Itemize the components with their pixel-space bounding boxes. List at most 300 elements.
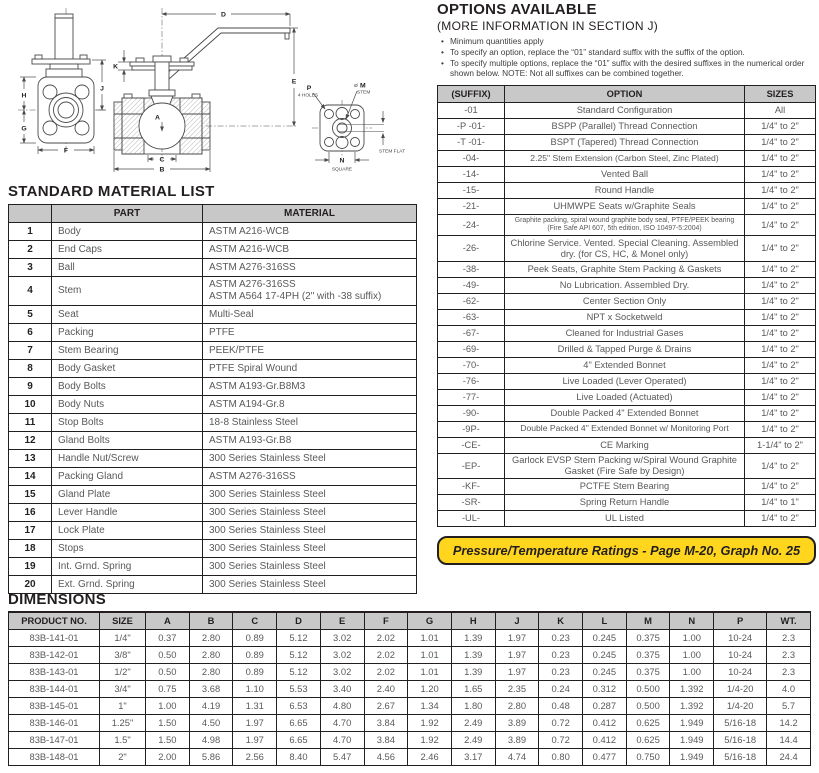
material-row-num: 5 bbox=[9, 306, 52, 324]
options-row-option: 4" Extended Bonnet bbox=[505, 357, 745, 373]
dimensions-value: 14.2 bbox=[767, 715, 811, 732]
dimensions-value: 10-24 bbox=[714, 647, 767, 664]
pressure-temp-ratings-banner: Pressure/Temperature Ratings - Page M-20, Graph No. 25 bbox=[437, 536, 816, 565]
options-table bbox=[437, 85, 816, 527]
material-row-material: PTFE bbox=[203, 324, 417, 342]
options-row-suffix: -P -01- bbox=[438, 119, 505, 135]
dimensions-value: 3.02 bbox=[320, 630, 364, 647]
dimensions-value: 1.949 bbox=[670, 749, 714, 766]
options-row-sizes: 1/4" to 2" bbox=[745, 357, 816, 373]
dimensions-value: 1.01 bbox=[408, 664, 452, 681]
material-row bbox=[9, 324, 417, 342]
material-row bbox=[9, 522, 417, 540]
options-row-suffix: -67- bbox=[438, 325, 505, 341]
options-row-sizes: 1/4" to 2" bbox=[745, 199, 816, 215]
options-row-sizes: 1/4" to 2" bbox=[745, 261, 816, 277]
material-row-material: 18-8 Stainless Steel bbox=[203, 414, 417, 432]
dimensions-value: 5/16-18 bbox=[714, 715, 767, 732]
dim-label-h: H bbox=[21, 92, 27, 100]
options-row bbox=[438, 389, 816, 405]
dim-label-f: F bbox=[63, 147, 69, 155]
options-row bbox=[438, 357, 816, 373]
dimensions-value: 2.80 bbox=[189, 647, 233, 664]
material-row-part: Body Bolts bbox=[52, 378, 203, 396]
material-row bbox=[9, 223, 417, 241]
dimensions-value: 4.19 bbox=[189, 698, 233, 715]
dimensions-value: 2.49 bbox=[451, 732, 495, 749]
dimensions-value: 0.245 bbox=[583, 664, 627, 681]
options-row-option: BSPP (Parallel) Thread Connection bbox=[505, 119, 745, 135]
dimensions-value: 1.39 bbox=[451, 664, 495, 681]
material-row-num: 2 bbox=[9, 241, 52, 259]
dimensions-value: 1/4-20 bbox=[714, 681, 767, 698]
dimensions-value: 0.50 bbox=[146, 647, 190, 664]
dimensions-value: 0.89 bbox=[233, 664, 277, 681]
dimensions-product-no: 83B-147-01 bbox=[9, 732, 100, 749]
dimensions-value: 5.86 bbox=[189, 749, 233, 766]
material-header-material: MATERIAL bbox=[203, 205, 417, 223]
material-row-num: 4 bbox=[9, 277, 52, 306]
dimensions-value: 2.3 bbox=[767, 647, 811, 664]
dimensions-value: 2.46 bbox=[408, 749, 452, 766]
dimensions-value: 0.412 bbox=[583, 715, 627, 732]
options-row bbox=[438, 119, 816, 135]
dimensions-value: 1.392 bbox=[670, 681, 714, 698]
material-row-num: 19 bbox=[9, 558, 52, 576]
dimensions-value: 2.35 bbox=[495, 681, 539, 698]
dimensions-value: 0.72 bbox=[539, 715, 583, 732]
options-row-sizes: All bbox=[745, 103, 816, 119]
material-row-num: 10 bbox=[9, 396, 52, 414]
dimensions-row bbox=[9, 715, 811, 732]
options-row-option: CE Marking bbox=[505, 437, 745, 453]
dimensions-value: 1.39 bbox=[451, 647, 495, 664]
options-row-suffix: -63- bbox=[438, 309, 505, 325]
options-row-suffix: -62- bbox=[438, 293, 505, 309]
dimensions-product-no: 83B-141-01 bbox=[9, 630, 100, 647]
options-row-suffix: -38- bbox=[438, 261, 505, 277]
material-row bbox=[9, 277, 417, 306]
dimensions-value: 10-24 bbox=[714, 630, 767, 647]
options-row-sizes: 1/4" to 2" bbox=[745, 277, 816, 293]
options-row-option: PCTFE Stem Bearing bbox=[505, 479, 745, 495]
material-row-num: 16 bbox=[9, 504, 52, 522]
dimensions-header-d: D bbox=[277, 612, 321, 630]
options-row-suffix: -69- bbox=[438, 341, 505, 357]
dimensions-header-g: G bbox=[408, 612, 452, 630]
dimensions-value: 2.3 bbox=[767, 630, 811, 647]
dimensions-value: 3.84 bbox=[364, 732, 408, 749]
options-row-option: No Lubrication. Assembled Dry. bbox=[505, 277, 745, 293]
options-row-sizes: 1/4" to 2" bbox=[745, 511, 816, 527]
dimensions-value: 1" bbox=[100, 698, 146, 715]
options-row-sizes: 1/4" to 2" bbox=[745, 236, 816, 261]
options-bullet: • Minimum quantities apply bbox=[439, 36, 816, 47]
options-row-option: Graphite packing, spiral wound graphite body seal, PTFE/PEEK bearing (Fire Safe API 607, 5th edition, ISO 10497-5:2004) bbox=[505, 215, 745, 236]
options-row bbox=[438, 479, 816, 495]
options-row bbox=[438, 373, 816, 389]
dim-label-j: J bbox=[100, 85, 104, 93]
material-row bbox=[9, 378, 417, 396]
options-row bbox=[438, 215, 816, 236]
dimensions-header-l: L bbox=[583, 612, 627, 630]
options-row bbox=[438, 511, 816, 527]
options-row bbox=[438, 405, 816, 421]
options-row bbox=[438, 261, 816, 277]
material-row-num: 3 bbox=[9, 259, 52, 277]
options-row-sizes: 1/4" to 2" bbox=[745, 119, 816, 135]
options-header-option: OPTION bbox=[505, 86, 745, 103]
dimensions-product-no: 83B-148-01 bbox=[9, 749, 100, 766]
material-row-num: 12 bbox=[9, 432, 52, 450]
options-row-sizes: 1/4" to 2" bbox=[745, 373, 816, 389]
options-row-suffix: -14- bbox=[438, 167, 505, 183]
material-row bbox=[9, 259, 417, 277]
stem-flange-view bbox=[312, 100, 384, 158]
dimensions-value: 3.02 bbox=[320, 647, 364, 664]
dimensions-value: 0.80 bbox=[539, 749, 583, 766]
dimensions-value: 0.375 bbox=[626, 664, 670, 681]
material-row-material: PTFE Spiral Wound bbox=[203, 360, 417, 378]
material-row-num: 15 bbox=[9, 486, 52, 504]
material-row-material: 300 Series Stainless Steel bbox=[203, 576, 417, 594]
options-row-sizes: 1/4" to 2" bbox=[745, 389, 816, 405]
material-row-material: ASTM A216-WCB bbox=[203, 223, 417, 241]
options-row-sizes: 1/4" to 1" bbox=[745, 495, 816, 511]
dimensions-value: 2.56 bbox=[233, 749, 277, 766]
options-row-sizes: 1/4" to 2" bbox=[745, 405, 816, 421]
options-row-sizes: 1/4" to 2" bbox=[745, 453, 816, 478]
material-row bbox=[9, 241, 417, 259]
options-row bbox=[438, 103, 816, 119]
dimensions-value: 1.20 bbox=[408, 681, 452, 698]
dimensions-value: 1.00 bbox=[670, 630, 714, 647]
options-row-option: Standard Configuration bbox=[505, 103, 745, 119]
dim-label-b: B bbox=[159, 166, 165, 174]
material-row-part: Ext. Grnd. Spring bbox=[52, 576, 203, 594]
options-row-suffix: -70- bbox=[438, 357, 505, 373]
material-list-title: STANDARD MATERIAL LIST bbox=[8, 183, 215, 200]
options-row-suffix: -90- bbox=[438, 405, 505, 421]
options-row-suffix: -77- bbox=[438, 389, 505, 405]
dimensions-value: 0.23 bbox=[539, 647, 583, 664]
dimensions-header-j: J bbox=[495, 612, 539, 630]
material-row bbox=[9, 450, 417, 468]
dimensions-value: 2.40 bbox=[364, 681, 408, 698]
dimensions-product-no: 83B-145-01 bbox=[9, 698, 100, 715]
options-row-sizes: 1/4" to 2" bbox=[745, 325, 816, 341]
dimensions-value: 1.97 bbox=[495, 630, 539, 647]
dimensions-value: 5.53 bbox=[277, 681, 321, 698]
material-row-num: 8 bbox=[9, 360, 52, 378]
options-row-option: Peek Seats, Graphite Stem Packing & Gaskets bbox=[505, 261, 745, 277]
options-row-option: UL Listed bbox=[505, 511, 745, 527]
material-row-num: 18 bbox=[9, 540, 52, 558]
material-row-part: Stop Bolts bbox=[52, 414, 203, 432]
material-header-part: PART bbox=[52, 205, 203, 223]
material-row-material: Multi-Seal bbox=[203, 306, 417, 324]
options-row bbox=[438, 341, 816, 357]
dimensions-row bbox=[9, 749, 811, 766]
material-row-material: ASTM A194-Gr.8 bbox=[203, 396, 417, 414]
dimensions-value: 4.0 bbox=[767, 681, 811, 698]
material-row-part: Body bbox=[52, 223, 203, 241]
material-row-part: Gland Bolts bbox=[52, 432, 203, 450]
material-row-part: Gland Plate bbox=[52, 486, 203, 504]
dim-label-d: D bbox=[221, 11, 226, 19]
material-row-material: ASTM A276-316SS bbox=[203, 468, 417, 486]
options-row-sizes: 1/4" to 2" bbox=[745, 309, 816, 325]
dimensions-value: 6.65 bbox=[277, 732, 321, 749]
standard-material-list-section bbox=[8, 183, 417, 594]
dimensions-value: 6.65 bbox=[277, 715, 321, 732]
dimensions-header-b: B bbox=[189, 612, 233, 630]
dimensions-header-h: H bbox=[451, 612, 495, 630]
dimensions-header-size: SIZE bbox=[100, 612, 146, 630]
options-row-option: Garlock EVSP Stem Packing w/Spiral Wound Graphite Gasket (Fire Safe by Design) bbox=[505, 453, 745, 478]
options-row bbox=[438, 199, 816, 215]
options-row bbox=[438, 437, 816, 453]
dimensions-row bbox=[9, 647, 811, 664]
dimensions-header-f: F bbox=[364, 612, 408, 630]
options-row-option: Spring Return Handle bbox=[505, 495, 745, 511]
options-bullet: • To specify an option, replace the “01” standard suffix with the suffix of the option. bbox=[439, 47, 816, 58]
dimensions-value: 1.97 bbox=[495, 647, 539, 664]
options-row-suffix: -CE- bbox=[438, 437, 505, 453]
dimensions-value: 4.98 bbox=[189, 732, 233, 749]
dimensions-product-no: 83B-144-01 bbox=[9, 681, 100, 698]
material-row-num: 11 bbox=[9, 414, 52, 432]
dimensions-value: 0.37 bbox=[146, 630, 190, 647]
dimensions-header-m: M bbox=[626, 612, 670, 630]
dimensions-row bbox=[9, 681, 811, 698]
options-row-suffix: -26- bbox=[438, 236, 505, 261]
dimensions-value: 10-24 bbox=[714, 664, 767, 681]
dimensions-value: 14.4 bbox=[767, 732, 811, 749]
diameter-symbol: Ø bbox=[354, 84, 358, 89]
valve-diagram bbox=[2, 2, 426, 182]
dimensions-value: 3.17 bbox=[451, 749, 495, 766]
valve-section-view bbox=[114, 8, 290, 160]
options-header-row bbox=[438, 86, 816, 103]
material-row bbox=[9, 504, 417, 522]
dimensions-value: 0.89 bbox=[233, 647, 277, 664]
material-row-material: PEEK/PTFE bbox=[203, 342, 417, 360]
dimensions-header-row bbox=[9, 612, 811, 630]
material-row bbox=[9, 486, 417, 504]
options-bullet-list bbox=[439, 36, 816, 79]
dimensions-value: 0.375 bbox=[626, 630, 670, 647]
dimensions-header-a: A bbox=[146, 612, 190, 630]
dimensions-value: 0.477 bbox=[583, 749, 627, 766]
dimensions-value: 1.25" bbox=[100, 715, 146, 732]
options-row-option: Live Loaded (Lever Operated) bbox=[505, 373, 745, 389]
options-row-sizes: 1/4" to 2" bbox=[745, 183, 816, 199]
dimensions-value: 0.24 bbox=[539, 681, 583, 698]
material-row-material: ASTM A276-316SS ASTM A564 17-4PH (2" with -38 suffix) bbox=[203, 277, 417, 306]
material-row-part: End Caps bbox=[52, 241, 203, 259]
dimensions-value: 5.12 bbox=[277, 630, 321, 647]
material-row bbox=[9, 306, 417, 324]
dimensions-value: 0.48 bbox=[539, 698, 583, 715]
valve-end-view bbox=[18, 8, 106, 152]
dimensions-value: 4.50 bbox=[189, 715, 233, 732]
material-row-material: 300 Series Stainless Steel bbox=[203, 486, 417, 504]
dimensions-value: 2.80 bbox=[495, 698, 539, 715]
dimensions-value: 3.84 bbox=[364, 715, 408, 732]
options-row-suffix: -49- bbox=[438, 277, 505, 293]
material-row-part: Packing Gland bbox=[52, 468, 203, 486]
dimensions-value: 1.97 bbox=[233, 715, 277, 732]
dimensions-value: 1/2" bbox=[100, 664, 146, 681]
dimensions-value: 1.97 bbox=[495, 664, 539, 681]
dimensions-value: 2.02 bbox=[364, 647, 408, 664]
dimensions-value: 5.47 bbox=[320, 749, 364, 766]
dimensions-title: DIMENSIONS bbox=[8, 591, 107, 608]
dim-label-a: A bbox=[155, 114, 160, 122]
dimensions-value: 0.72 bbox=[539, 732, 583, 749]
material-row-num: 20 bbox=[9, 576, 52, 594]
options-row-option: BSPT (Tapered) Thread Connection bbox=[505, 135, 745, 151]
dimensions-value: 1/4-20 bbox=[714, 698, 767, 715]
dimensions-value: 1.97 bbox=[233, 732, 277, 749]
dimensions-value: 0.89 bbox=[233, 630, 277, 647]
material-row-material: ASTM A193-Gr.B8M3 bbox=[203, 378, 417, 396]
options-row-option: Cleaned for Industrial Gases bbox=[505, 325, 745, 341]
options-row-suffix: -21- bbox=[438, 199, 505, 215]
dimensions-value: 0.750 bbox=[626, 749, 670, 766]
dimensions-value: 4.80 bbox=[320, 698, 364, 715]
material-row-material: 300 Series Stainless Steel bbox=[203, 540, 417, 558]
options-header-sizes: SIZES bbox=[745, 86, 816, 103]
options-row bbox=[438, 293, 816, 309]
options-row-option: 2.25" Stem Extension (Carbon Steel, Zinc Plated) bbox=[505, 151, 745, 167]
options-row-sizes: 1/4" to 2" bbox=[745, 167, 816, 183]
dimensions-row bbox=[9, 732, 811, 749]
dimensions-value: 0.75 bbox=[146, 681, 190, 698]
dimensions-value: 1.65 bbox=[451, 681, 495, 698]
dimensions-value: 0.625 bbox=[626, 732, 670, 749]
dimensions-value: 1.92 bbox=[408, 732, 452, 749]
dim-label-p-sub: 4 HOLES bbox=[297, 93, 319, 99]
dimensions-header-e: E bbox=[320, 612, 364, 630]
dimensions-value: 1.00 bbox=[670, 647, 714, 664]
dimensions-value: 0.245 bbox=[583, 630, 627, 647]
material-row-num: 7 bbox=[9, 342, 52, 360]
options-row-suffix: -01 bbox=[438, 103, 505, 119]
material-row-part: Handle Nut/Screw bbox=[52, 450, 203, 468]
dimensions-row bbox=[9, 630, 811, 647]
dim-label-c: C bbox=[159, 156, 165, 164]
material-row-part: Seat bbox=[52, 306, 203, 324]
options-row bbox=[438, 277, 816, 293]
dimensions-value: 24.4 bbox=[767, 749, 811, 766]
dimensions-value: 2.67 bbox=[364, 698, 408, 715]
dimensions-value: 1.01 bbox=[408, 630, 452, 647]
dimensions-value: 1.39 bbox=[451, 630, 495, 647]
dimensions-table bbox=[8, 611, 811, 766]
options-row-sizes: 1/4" to 2" bbox=[745, 479, 816, 495]
dimensions-value: 0.312 bbox=[583, 681, 627, 698]
options-row-option: Drilled & Tapped Purge & Drains bbox=[505, 341, 745, 357]
dimensions-value: 1.34 bbox=[408, 698, 452, 715]
dimensions-value: 3.89 bbox=[495, 715, 539, 732]
dimensions-value: 6.53 bbox=[277, 698, 321, 715]
dimensions-value: 1.31 bbox=[233, 698, 277, 715]
dimensions-row bbox=[9, 698, 811, 715]
dimensions-value: 2.3 bbox=[767, 664, 811, 681]
dimensions-value: 1.50 bbox=[146, 732, 190, 749]
material-row-num: 14 bbox=[9, 468, 52, 486]
dimensions-value: 5/16-18 bbox=[714, 749, 767, 766]
dimensions-value: 3/4" bbox=[100, 681, 146, 698]
dimensions-value: 4.74 bbox=[495, 749, 539, 766]
options-row bbox=[438, 151, 816, 167]
material-row-num: 6 bbox=[9, 324, 52, 342]
dimensions-value: 2.02 bbox=[364, 664, 408, 681]
dimensions-value: 5.7 bbox=[767, 698, 811, 715]
options-row-option: Double Packed 4" Extended Bonnet w/ Monitoring Port bbox=[505, 421, 745, 437]
options-row bbox=[438, 167, 816, 183]
material-list-table bbox=[8, 204, 417, 594]
dimensions-value: 2.49 bbox=[451, 715, 495, 732]
dimensions-value: 3.40 bbox=[320, 681, 364, 698]
options-row-option: Live Loaded (Actuated) bbox=[505, 389, 745, 405]
material-row-material: ASTM A276-316SS bbox=[203, 259, 417, 277]
options-row-option: Double Packed 4" Extended Bonnet bbox=[505, 405, 745, 421]
options-row bbox=[438, 325, 816, 341]
options-row-sizes: 1/4" to 2" bbox=[745, 135, 816, 151]
options-row-suffix: -SR- bbox=[438, 495, 505, 511]
dimensions-value: 3.89 bbox=[495, 732, 539, 749]
dimensions-header-p: P bbox=[714, 612, 767, 630]
dimensions-header-c: C bbox=[233, 612, 277, 630]
dimensions-value: 0.375 bbox=[626, 647, 670, 664]
dim-label-g: G bbox=[21, 125, 27, 133]
dimensions-value: 1.00 bbox=[146, 698, 190, 715]
material-row bbox=[9, 468, 417, 486]
material-row-num: 17 bbox=[9, 522, 52, 540]
material-row bbox=[9, 558, 417, 576]
options-row-option: Center Section Only bbox=[505, 293, 745, 309]
material-row-material: 300 Series Stainless Steel bbox=[203, 450, 417, 468]
material-row bbox=[9, 414, 417, 432]
options-row-suffix: -T -01- bbox=[438, 135, 505, 151]
dimensions-value: 1.50 bbox=[146, 715, 190, 732]
dimensions-value: 0.245 bbox=[583, 647, 627, 664]
dim-label-n-sub: SQUARE bbox=[331, 167, 353, 173]
options-row-suffix: -15- bbox=[438, 183, 505, 199]
dimensions-value: 0.287 bbox=[583, 698, 627, 715]
dimensions-value: 2" bbox=[100, 749, 146, 766]
dimensions-value: 2.02 bbox=[364, 630, 408, 647]
options-row-suffix: -9P- bbox=[438, 421, 505, 437]
options-row-suffix: -24- bbox=[438, 215, 505, 236]
options-header-suffix: (SUFFIX) bbox=[438, 86, 505, 103]
dim-label-n: N bbox=[339, 157, 345, 165]
valve-drawing-region bbox=[2, 2, 426, 182]
dimensions-product-no: 83B-143-01 bbox=[9, 664, 100, 681]
options-row-sizes: 1/4" to 2" bbox=[745, 215, 816, 236]
dimensions-value: 0.23 bbox=[539, 664, 583, 681]
options-row bbox=[438, 135, 816, 151]
material-row-num: 9 bbox=[9, 378, 52, 396]
dimensions-value: 1.80 bbox=[451, 698, 495, 715]
dimensions-value: 4.70 bbox=[320, 732, 364, 749]
dimensions-value: 0.50 bbox=[146, 664, 190, 681]
dimensions-section bbox=[8, 591, 811, 766]
material-row-part: Body Nuts bbox=[52, 396, 203, 414]
